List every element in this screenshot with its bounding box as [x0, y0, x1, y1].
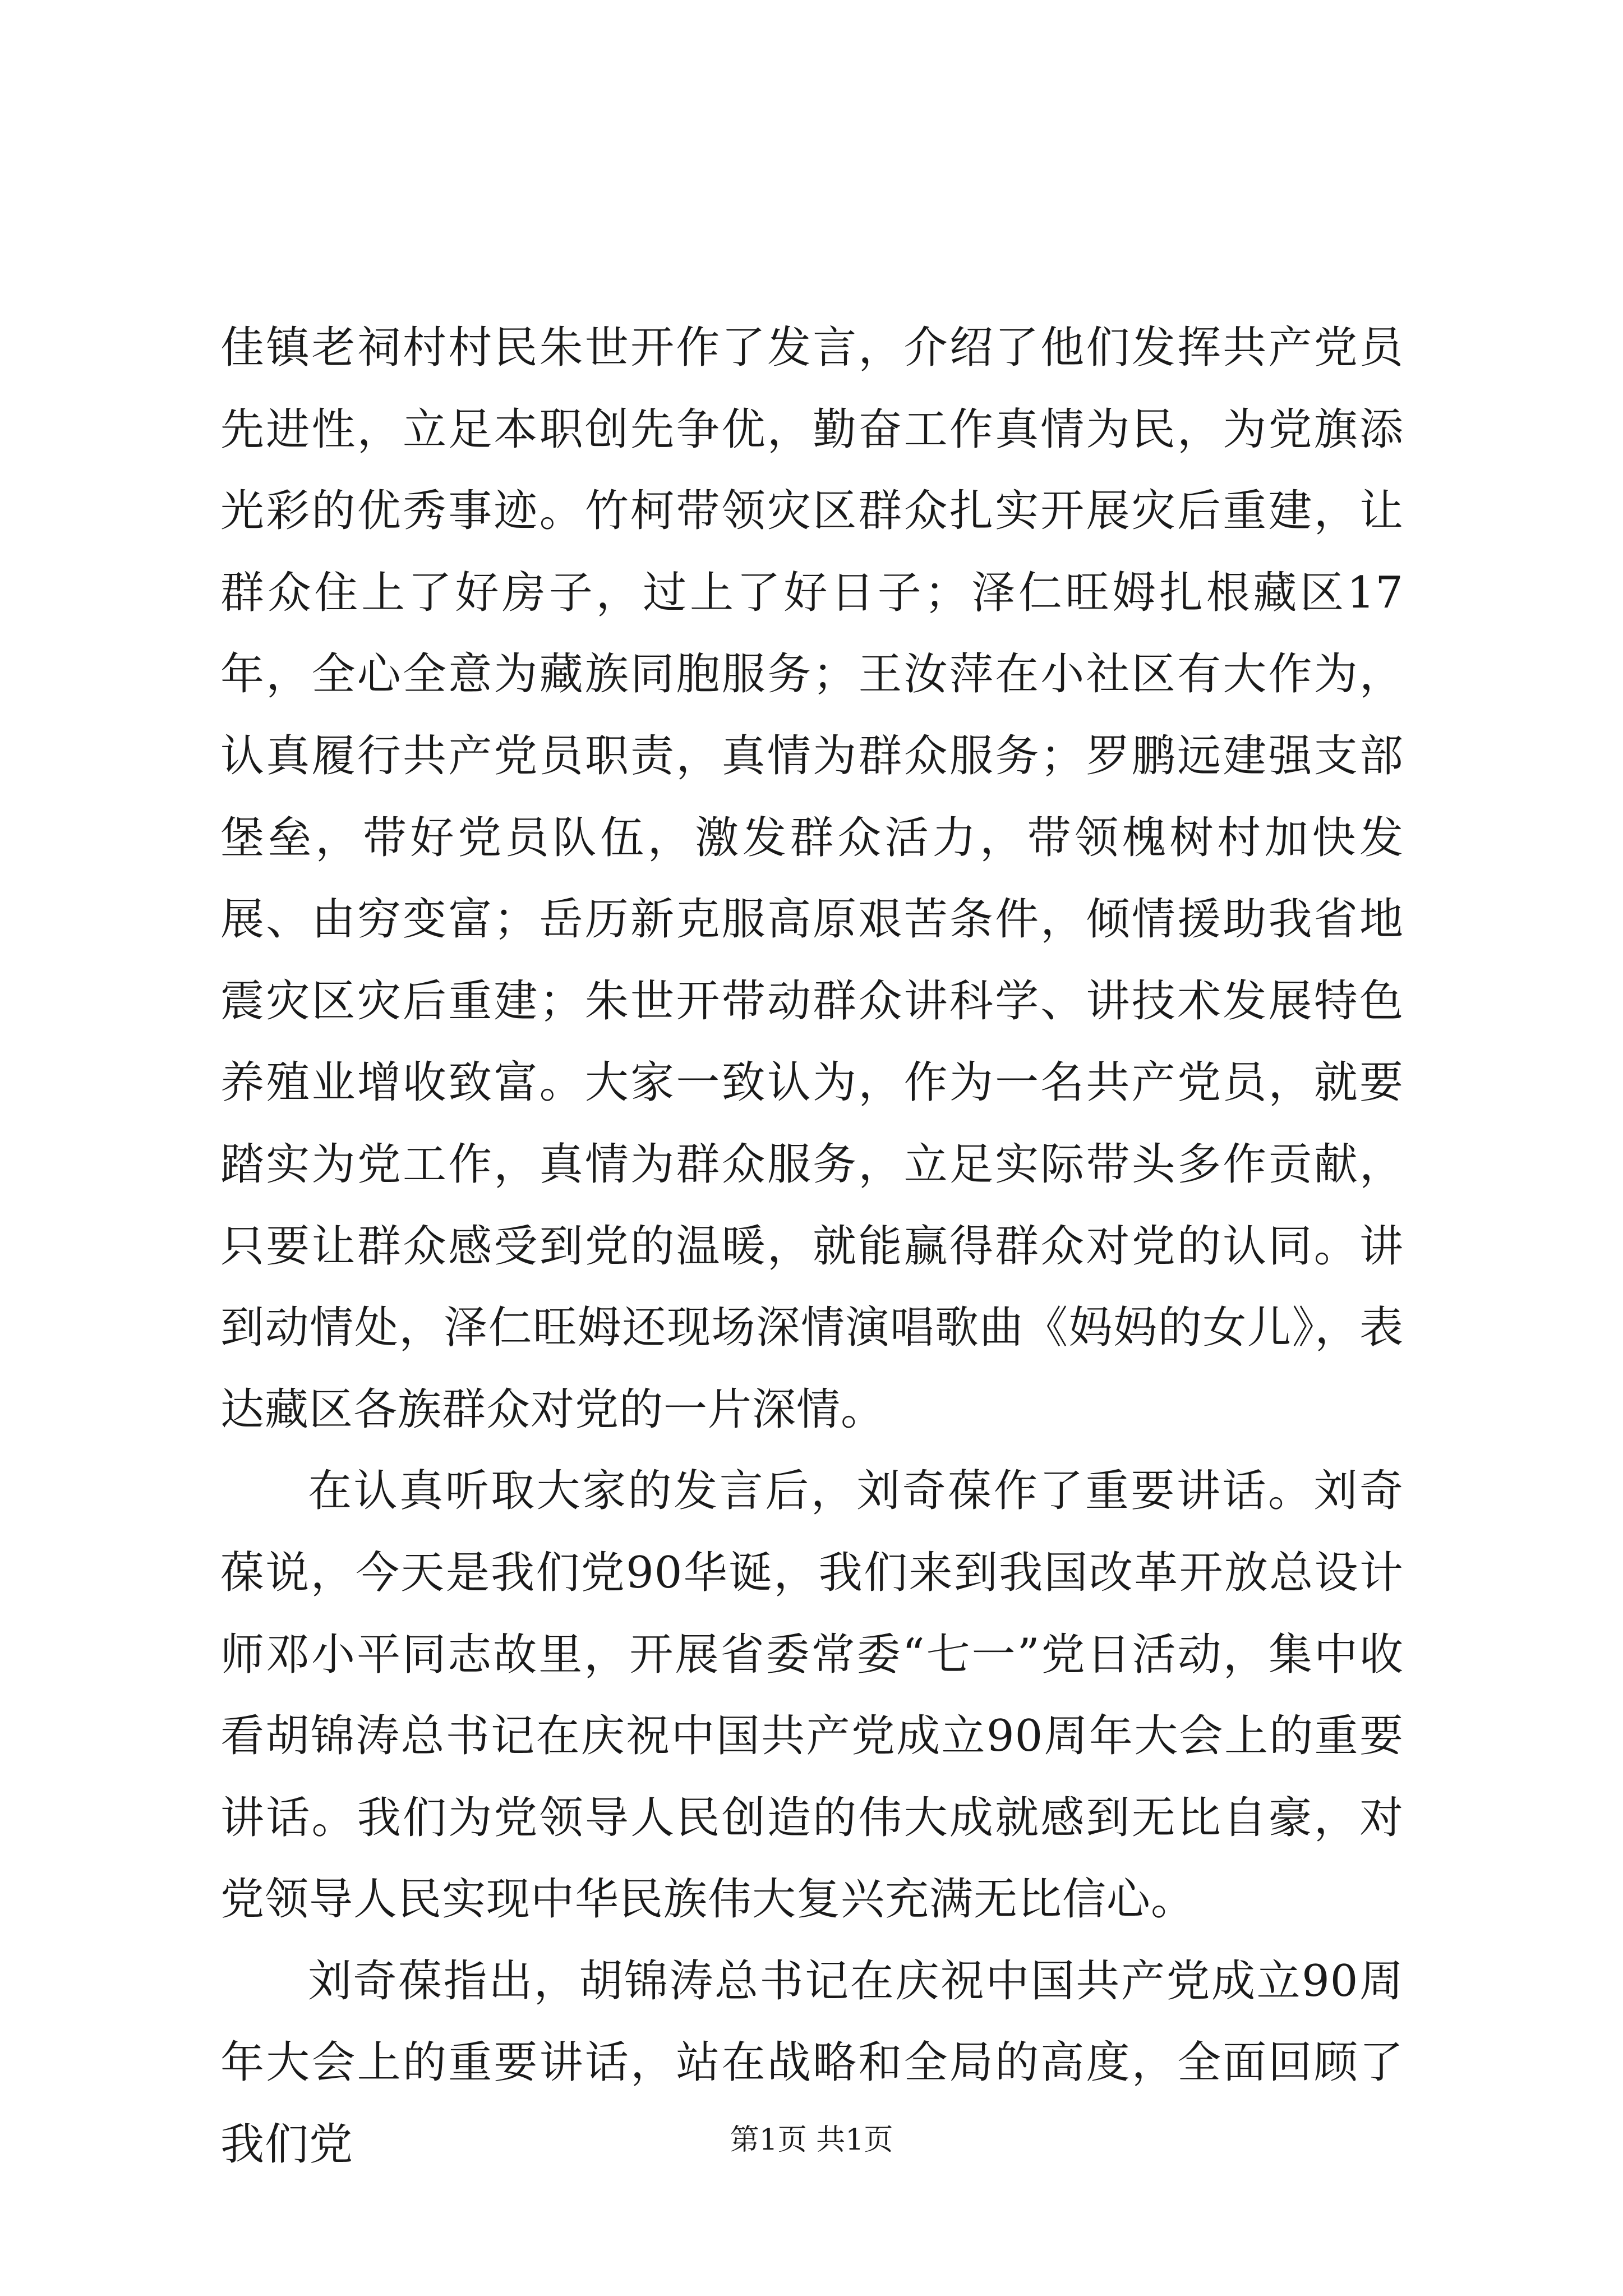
paragraph-2: 在认真听取大家的发言后，刘奇葆作了重要讲话。刘奇葆说，今天是我们党90华诞，我们来到我国改革开放总设计师邓小平同志故里，开展省委常委“七一”党日活动，集中收看胡锦涛总书记在庆祝中国共产党成立90周年大会上的重要讲话。我们为党领导人民创造的伟大成就感到无比自豪，对党领导人民实现中华民族伟大复兴充满无比信心。 — [220, 1466, 1404, 1925]
paragraph-1: 佳镇老祠村村民朱世开作了发言，介绍了他们发挥共产党员先进性，立足本职创先争优，勤奋工作真情为民，为党旗添光彩的优秀事迹。竹柯带领灾区群众扎实开展灾后重建，让群众住上了好房子，过上了好日子；泽仁旺姆扎根藏区17年，全心全意为藏族同胞服务；王汝萍在小社区有大作为，认真履行共产党员职责，真情为群众服务；罗鹏远建强支部堡垒，带好党员队伍，激发群众活力，带领槐树村加快发展、由穷变富；岳历新克服高原艰苦条件，倾情援助我省地震灾区灾后重建；朱世开带动群众讲科学、讲技术发展特色养殖业增收致富。大家一致认为，作为一名共产党员，就要踏实为党工作，真情为群众服务，立足实际带头多作贡献，只要让群众感受到党的温暖，就能赢得群众对党的认同。讲到动情处，泽仁旺姆还现场深情演唱歌曲《妈妈的女儿》，表达藏区各族群众对党的一片深情。 — [220, 323, 1404, 1435]
paragraph-3: 刘奇葆指出，胡锦涛总书记在庆祝中国共产党成立90周年大会上的重要讲话，站在战略和全局的高度，全面回顾了我们党 — [220, 1955, 1404, 2170]
page-footer: 第1页 共1页 — [730, 2123, 893, 2157]
document-body — [220, 307, 1404, 2186]
